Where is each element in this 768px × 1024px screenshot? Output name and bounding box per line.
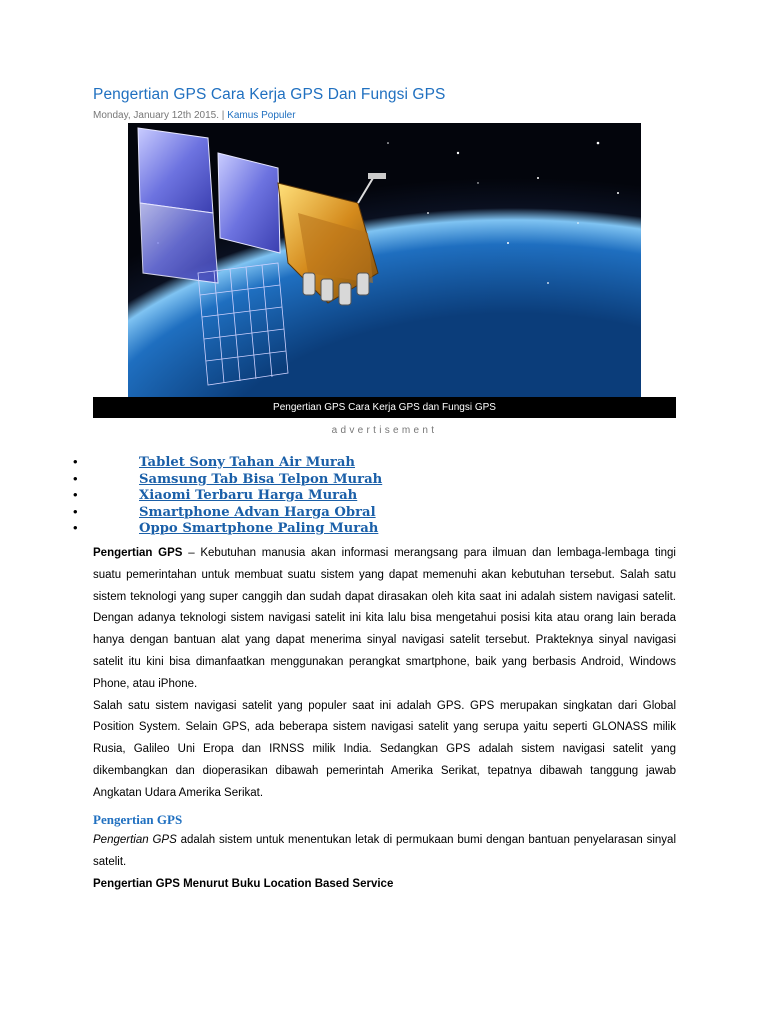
definition-lead: Pengertian GPS	[93, 834, 177, 847]
bullet-icon: •	[73, 503, 78, 519]
list-item	[73, 454, 382, 471]
list-item	[73, 471, 382, 488]
section-heading: Pengertian GPS	[93, 811, 183, 827]
list-item	[73, 487, 382, 504]
bullet-icon: •	[73, 470, 78, 486]
bullet-icon: •	[73, 487, 78, 502]
paragraph-intro	[93, 543, 676, 696]
related-link-3[interactable]: Xiaomi Terbaru Harga Murah	[139, 488, 358, 503]
article-image	[128, 123, 641, 397]
related-link-1[interactable]: Tablet Sony Tahan Air Murah	[139, 455, 356, 470]
related-link-2[interactable]: Samsung Tab Bisa Telpon Murah	[139, 471, 383, 487]
list-item	[73, 504, 382, 521]
list-item	[73, 520, 382, 537]
article-date: Monday, January 12th 2015.	[93, 110, 220, 121]
category-link[interactable]: Kamus Populer	[227, 110, 296, 121]
related-link-4[interactable]: Smartphone Advan Harga Obral	[139, 504, 376, 520]
related-link-5[interactable]: Oppo Smartphone Paling Murah	[139, 521, 379, 536]
paragraph-definition	[93, 830, 676, 874]
intro-lead: Pengertian GPS	[93, 547, 183, 559]
advertisement-label: advertisement	[331, 425, 438, 436]
article-meta	[93, 110, 296, 121]
meta-separator: |	[221, 110, 225, 121]
image-caption: Pengertian GPS Cara Kerja GPS dan Fungsi GPS	[93, 397, 676, 418]
related-links-list	[73, 454, 382, 537]
bullet-icon: •	[73, 454, 78, 469]
article-body	[93, 543, 676, 896]
definition-text: adalah sistem untuk menentukan letak di permukaan bumi dengan bantuan penyelarasan sinyal satelit.	[93, 834, 677, 869]
paragraph-gps-overview: Salah satu sistem navigasi satelit yang populer saat ini adalah GPS. GPS merupakan singkatan dari Global Position System. Selain GPS, ada beberapa sistem navigasi satelit yang serupa yaitu seperti GLONASS milik Rusia, Galileo Uni Eropa dan IRNSS milik India. Sedangkan GPS adalah sistem navigasi satelit yang dikembangkan dan dioperasikan dibawah pemerintah Amerika Serikat, tepatnya dibawah tanggung jawab Angkatan Udara Amerika Serikat.	[93, 699, 676, 799]
article-title[interactable]: Pengertian GPS Cara Kerja GPS Dan Fungsi GPS	[93, 86, 446, 103]
bullet-icon: •	[73, 520, 78, 535]
intro-text: – Kebutuhan manusia akan informasi merangsang para ilmuan dan lembaga-lembaga tingi suatu pemerintahan untuk membuat suatu sistem yang dapat memenuhi akan kebutuhan tersebut. Salah satu sistem teknologi yang super canggih dan sudah dapat dirasakan oleh kita saat ini adalah sistem navigasi satelit. Dengan adanya teknologi sistem navigasi satelit ini kita lalu bisa mengetahui posisi kita atau orang lain berada hanya dengan bantuan alat yang dapat menerima sinyal navigasi satelit tersebut. Prakteknya sinyal navigasi satelit itu kini bisa dimanfaatkan menggunakan perangkat smartphone, baik yang berbasis Android, Windows Phone, atau iPhone.	[93, 547, 676, 690]
paragraph-book-heading: Pengertian GPS Menurut Buku Location Based Service	[93, 877, 394, 890]
